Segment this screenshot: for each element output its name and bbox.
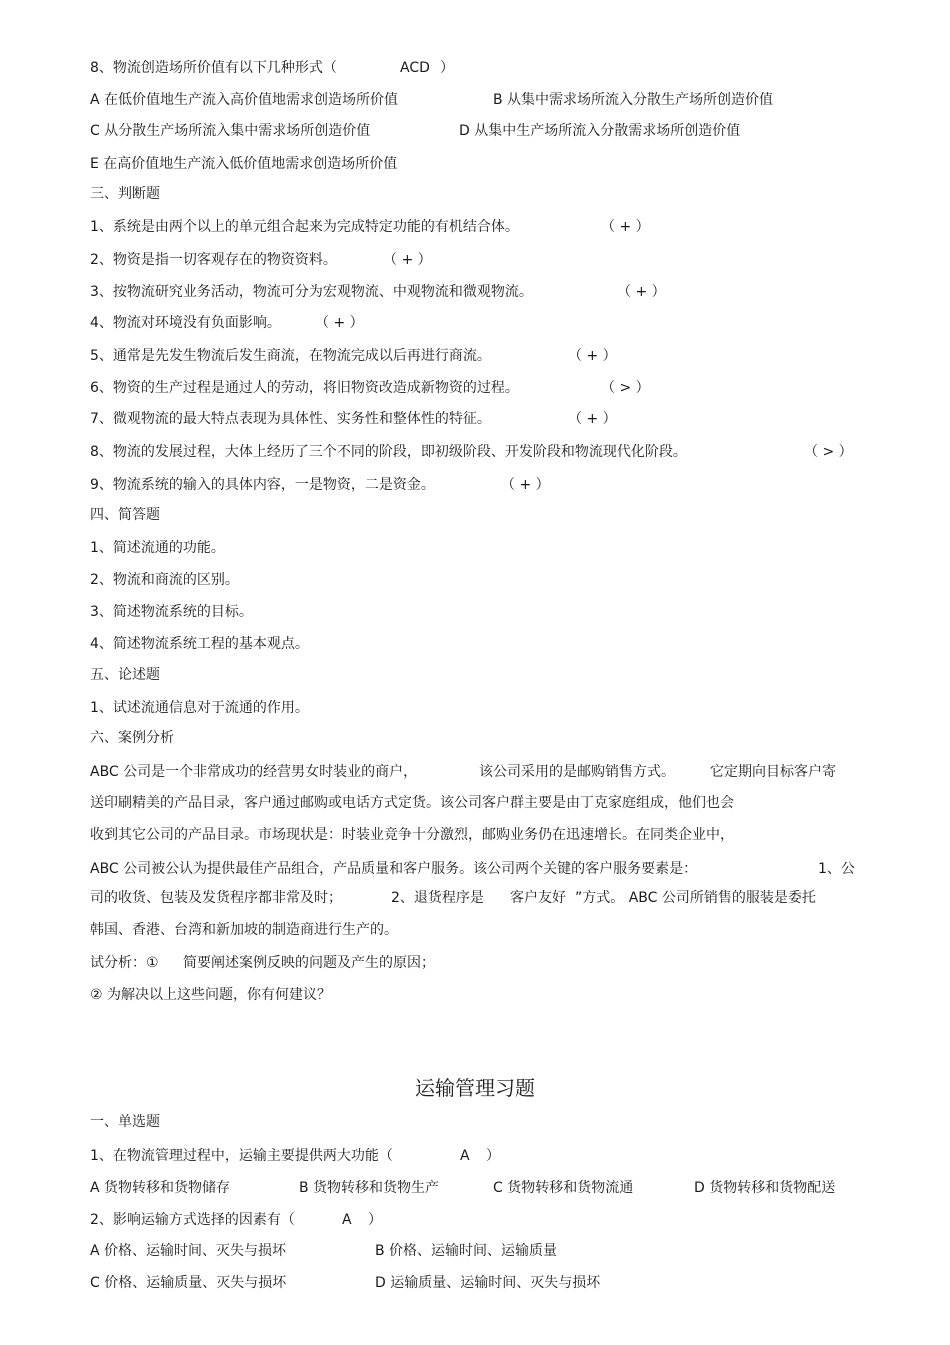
question-stem: 8、物流创造场所价值有以下几种形式（	[90, 60, 337, 76]
tf-item-3: 3、按物流研究业务活动，物流可分为宏观物流、中观物流和微观物流。	[90, 284, 533, 300]
paren-close: ）	[440, 60, 454, 76]
paren-close: ）	[368, 1212, 382, 1228]
tf-item-5: 5、通常是先发生物流后发生商流，在物流完成以后再进行商流。	[90, 348, 491, 364]
question-stem: 1、在物流管理过程中，运输主要提供两大功能（	[90, 1148, 393, 1164]
tf-mark: （ + ）	[617, 284, 666, 300]
case-paragraph: 送印刷精美的产品目录，客户通过邮购或电话方式定货。该公司客户群主要是由丁克家庭组成，他们也会	[90, 795, 734, 811]
case-paragraph: ”方式。 ABC 公司所销售的服装是委托	[575, 890, 816, 906]
list-item: 1、简述流通的功能。	[90, 540, 225, 556]
list-item: 1、试述流通信息对于流通的作用。	[90, 700, 309, 716]
case-question-1	[90, 953, 159, 973]
case-paragraph: 司的收货、包装及发货程序都非常及时；	[90, 890, 342, 906]
case-paragraph: 客户友好	[510, 890, 566, 906]
section-heading: 三、判断题	[90, 186, 160, 202]
tf-mark: （ + ）	[315, 315, 364, 331]
tf-mark: （ + ）	[568, 411, 617, 427]
option-c: C 货物转移和货物流通	[493, 1180, 634, 1196]
tf-mark: （ + ）	[501, 477, 550, 493]
section-heading: 四、简答题	[90, 507, 160, 523]
page-title: 运输管理习题	[415, 1076, 535, 1100]
option-b: B 货物转移和货物生产	[299, 1180, 440, 1196]
tf-item-1: 1、系统是由两个以上的单元组合起来为完成特定功能的有机结合体。	[90, 219, 519, 235]
option-d: D 货物转移和货物配送	[694, 1180, 836, 1196]
option-a: A 价格、运输时间、灭失与损坏	[90, 1243, 287, 1259]
section-heading: 五、论述题	[90, 667, 160, 683]
option-b: B 价格、运输时间、运输质量	[375, 1243, 558, 1259]
tf-item-4: 4、物流对环境没有负面影响。	[90, 315, 281, 331]
option-e: E 在高价值地生产流入低价值地需求创造场所价值	[90, 156, 398, 172]
option-a: A 在低价值地生产流入高价值地需求创造场所价值	[90, 92, 399, 108]
tf-mark: （ > ）	[601, 380, 650, 396]
case-paragraph: ABC 公司被公认为提供最佳产品组合，产品质量和客户服务。该公司两个关键的客户服务要素是：	[90, 861, 698, 877]
section-heading: 一、单选题	[90, 1114, 160, 1130]
option-c: C 从分散生产场所流入集中需求场所创造价值	[90, 123, 371, 139]
option-b: B 从集中需求场所流入分散生产场所创造价值	[493, 92, 774, 108]
option-c: C 价格、运输质量、灭失与损坏	[90, 1275, 287, 1291]
option-a: A 货物转移和货物储存	[90, 1180, 231, 1196]
question-stem: 2、影响运输方式选择的因素有（	[90, 1212, 295, 1228]
case-paragraph: 收到其它公司的产品目录。市场现状是：时装业竞争十分激烈，邮购业务仍在迅速增长。在同类企业中，	[90, 827, 734, 843]
list-item: 2、物流和商流的区别。	[90, 572, 239, 588]
case-paragraph: 韩国、香港、台湾和新加坡的制造商进行生产的。	[90, 922, 398, 938]
tf-mark: （ + ）	[601, 219, 650, 235]
question-8	[90, 58, 337, 78]
option-d: D 从集中生产场所流入分散需求场所创造价值	[459, 123, 741, 139]
option-d: D 运输质量、运输时间、灭失与损坏	[375, 1275, 601, 1291]
list-item: 4、简述物流系统工程的基本观点。	[90, 636, 309, 652]
case-paragraph: 该公司采用的是邮购销售方式。	[479, 764, 675, 780]
case-question-label: 试分析：①	[90, 955, 159, 971]
section-heading: 六、案例分析	[90, 730, 174, 746]
answer: ACD	[400, 60, 430, 76]
tf-item-6: 6、物资的生产过程是通过人的劳动，将旧物资改造成新物资的过程。	[90, 380, 519, 396]
tf-mark: （ + ）	[383, 252, 432, 268]
tf-item-9: 9、物流系统的输入的具体内容，一是物资，二是资金。	[90, 477, 435, 493]
answer: A	[342, 1212, 352, 1228]
case-paragraph: 它定期向目标客户寄	[710, 764, 836, 780]
case-paragraph: ABC 公司是一个非常成功的经营男女时装业的商户，	[90, 764, 418, 780]
tf-item-2: 2、物资是指一切客观存在的物资资料。	[90, 252, 337, 268]
case-question-2: ② 为解决以上这些问题，你有何建议？	[90, 987, 331, 1003]
list-item: 3、简述物流系统的目标。	[90, 604, 253, 620]
case-question-text: 简要阐述案例反映的问题及产生的原因；	[183, 955, 435, 971]
tf-mark: （ > ）	[804, 444, 853, 460]
paren-close: ）	[486, 1148, 500, 1164]
case-paragraph: 2、退货程序是	[391, 890, 484, 906]
tf-mark: （ + ）	[568, 348, 617, 364]
tf-item-8: 8、物流的发展过程，大体上经历了三个不同的阶段，即初级阶段、开发阶段和物流现代化阶段。	[90, 444, 687, 460]
case-paragraph: 1、公	[818, 861, 855, 877]
tf-item-7: 7、微观物流的最大特点表现为具体性、实务性和整体性的特征。	[90, 411, 491, 427]
answer: A	[460, 1148, 470, 1164]
